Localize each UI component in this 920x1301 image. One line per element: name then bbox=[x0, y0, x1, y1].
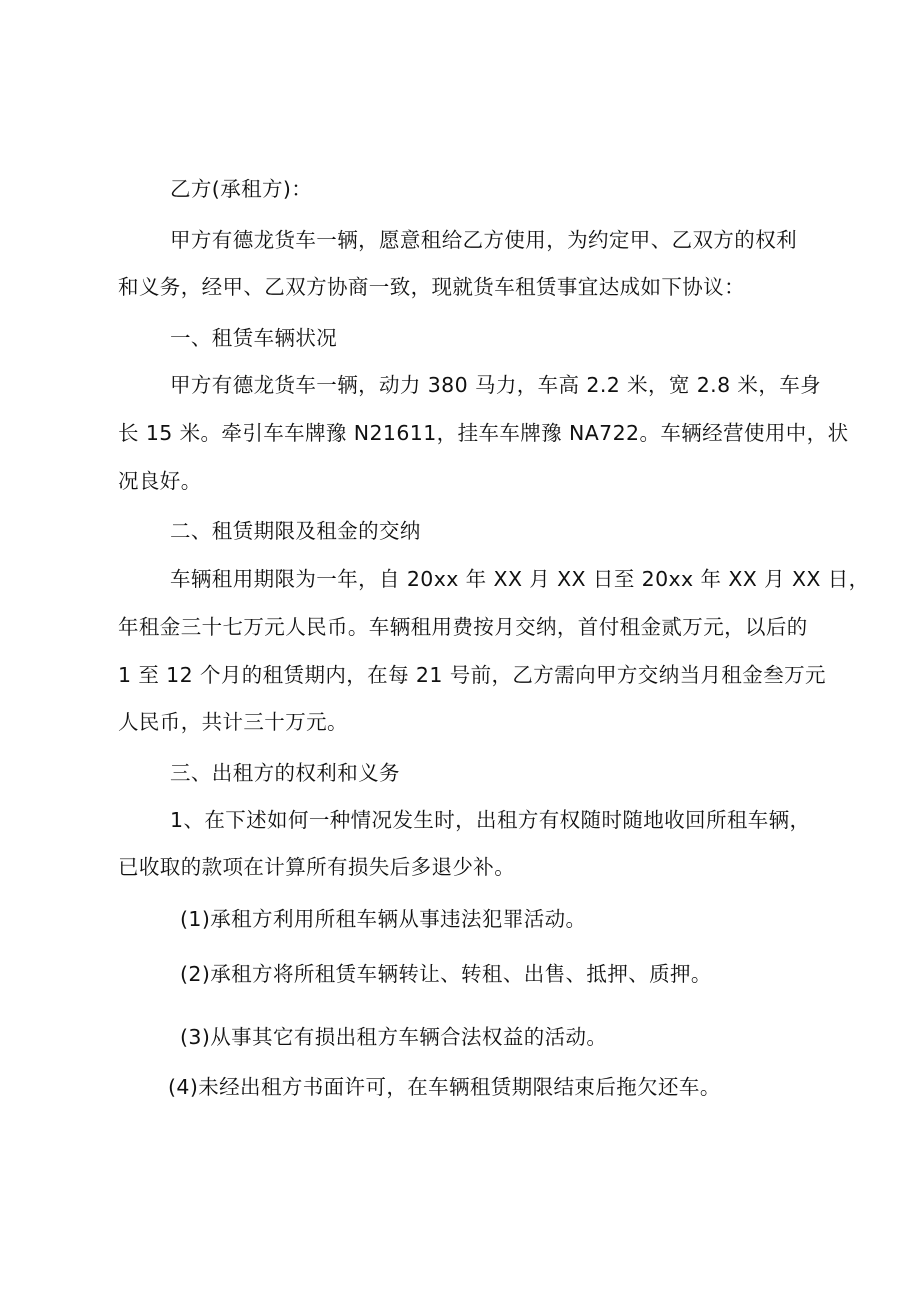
section-2-line-4: 人民币，共计三十万元。 bbox=[118, 710, 348, 734]
party-b-label: 乙方(承租方)： bbox=[170, 177, 313, 201]
list-item-3: (3)从事其它有损出租方车辆合法权益的活动。 bbox=[180, 1025, 608, 1049]
section-1-line-1: 甲方有德龙货车一辆，动力 380 马力，车高 2.2 米，宽 2.8 米，车身 bbox=[170, 373, 822, 397]
intro-line-2: 和义务，经甲、乙双方协商一致，现就货车租赁事宜达成如下协议： bbox=[118, 275, 745, 299]
list-item-2: (2)承租方将所租赁车辆转让、转租、出售、抵押、质押。 bbox=[180, 962, 712, 986]
section-3-paragraph-1-line-2: 已收取的款项在计算所有损失后多退少补。 bbox=[118, 855, 516, 879]
list-item-1: (1)承租方利用所租车辆从事违法犯罪活动。 bbox=[180, 907, 587, 931]
section-3-paragraph-1-line-1: 1、在下述如何一种情况发生时，出租方有权随时随地收回所租车辆， bbox=[170, 808, 811, 832]
section-2-line-1: 车辆租用期限为一年，自 20xx 年 XX 月 XX 日至 20xx 年 XX 月 XX 日， bbox=[170, 567, 870, 591]
section-1-line-2: 长 15 米。牵引车车牌豫 N21611，挂车车牌豫 NA722。车辆经营使用中，状 bbox=[118, 421, 849, 445]
section-2-line-2: 年租金三十七万元人民币。车辆租用费按月交纳，首付租金贰万元，以后的 bbox=[118, 615, 808, 639]
intro-line-1: 甲方有德龙货车一辆，愿意租给乙方使用，为约定甲、乙双方的权利 bbox=[170, 228, 797, 252]
section-2-line-3: 1 至 12 个月的租赁期内，在每 21 号前，乙方需向甲方交纳当月租金叁万元 bbox=[118, 663, 826, 687]
section-2-title: 二、租赁期限及租金的交纳 bbox=[170, 519, 421, 543]
list-item-4: (4)未经出租方书面许可，在车辆租赁期限结束后拖欠还车。 bbox=[168, 1075, 721, 1099]
section-1-line-3: 况良好。 bbox=[118, 469, 202, 493]
section-3-title: 三、出租方的权利和义务 bbox=[170, 761, 400, 785]
section-1-title: 一、租赁车辆状况 bbox=[170, 326, 338, 350]
